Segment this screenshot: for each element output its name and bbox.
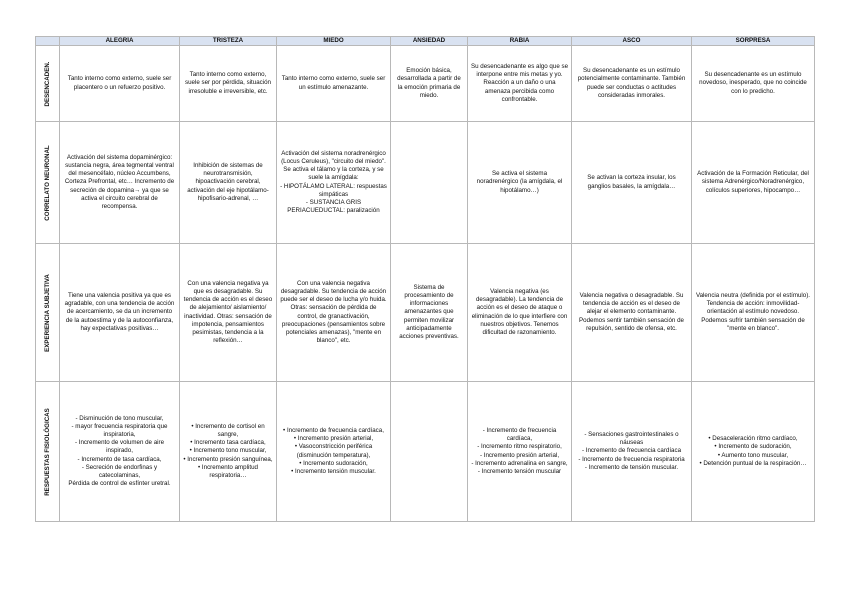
row-header-experiencia-subjetiva [36,244,60,382]
list-item: - Secreción de endorfinas y catecolaminas, [63,464,176,480]
cell-correlato-asco: Se activan la corteza insular, los ganglios basales, la amígdala… [572,122,692,244]
table-row-respuestas-fisiologicas [36,382,815,522]
cell-fisiologicas-tristeza [180,382,277,522]
fisiologicas-alegria-list [63,415,176,489]
cell-experiencia-alegria: Tiene una valencia positiva ya que es agradable, con una tendencia de acción de acercamiento, se da un incremento de la autoestima y de la autoconfianza, hay expectativas positivas… [60,244,180,382]
cell-correlato-ansiedad [391,122,468,244]
fisiologicas-sorpresa-list [695,435,811,468]
cell-experiencia-rabia: Valencia negativa (es desagradable). La tendencia de acción es el deseo de ataque o eliminación de lo que interfiere con nuestros objetivos. Tenemos dificultad de razonamiento. [468,244,572,382]
list-item: - Incremento ritmo respiratorio, [471,443,568,451]
cell-desencadenante-sorpresa: Su desencadenante es un estímulo novedoso, inesperado, que no coincide con lo predicho. [692,46,815,122]
list-item: • Detención puntual de la respiración… [695,460,811,468]
fisiologicas-miedo-list [280,427,387,476]
cell-experiencia-asco: Valencia negativa o desagradable. Su tendencia de acción es el deseo de alejar el elemento contaminante. Podemos sentir también sensación de repulsión, sentido de ofensa, etc. [572,244,692,382]
list-item: • Desaceleración ritmo cardíaco, [695,435,811,443]
cell-desencadenante-asco: Su desencadenante es un estímulo potencialmente contaminante. También puede ser conductas o actitudes consideradas inmorales. [572,46,692,122]
list-item: - Incremento presión arterial, [471,452,568,460]
row-header-respuestas-fisiologicas [36,382,60,522]
row-header-label: EXPERIENCIA SUBJETIVA [43,273,51,352]
list-item: - Incremento de frecuencia respiratoria [575,456,688,464]
column-header-sorpresa: SORPRESA [692,37,815,46]
cell-experiencia-sorpresa: Valencia neutra (definida por el estímulo). Tendencia de acción: inmovilidad-orientación al estímulo novedoso. Podemos sufrir también sensación de "mente en blanco". [692,244,815,382]
table-row-experiencia-subjetiva [36,244,815,382]
fisiologicas-rabia-list [471,427,568,476]
row-header-label: RESPUESTAS FISIOLÓGICAS [43,407,51,496]
column-header-tristeza: TRISTEZA [180,37,277,46]
correlato-miedo-list [280,183,387,216]
cell-experiencia-miedo: Con una valencia negativa desagradable. Su tendencia de acción puede ser el deseo de lucha y/o huida. Otras: sensación de pérdida de control, de granactivación, preocupaciones (pensamientos sobre potenciales amenazas), "mente en blanco", etc. [277,244,391,382]
row-header-label: CORRELATO NEURONAL [43,144,51,221]
list-item: • Aumento tono muscular, [695,452,811,460]
header-row [36,37,815,46]
cell-correlato-tristeza: Inhibición de sistemas de neurotransmisión, hipoactivación cerebral, activación del eje hipotálamo-hipofisario-adrenal, … [180,122,277,244]
cell-fisiologicas-ansiedad [391,382,468,522]
cell-correlato-miedo [277,122,391,244]
list-item: - Disminución de tono muscular, [63,415,176,423]
column-header-rabia: RABIA [468,37,572,46]
cell-correlato-sorpresa: Activación de la Formación Reticular, del sistema Adrenérgico/Noradrenérgico, colículos superiores, hipocampo… [692,122,815,244]
list-item: - mayor frecuencia respiratoria que inspiratoria, [63,423,176,439]
list-item: • Incremento presión sanguínea, [183,456,273,464]
list-item: - Incremento de tensión muscular. [575,464,688,472]
list-item: Pérdida de control de esfínter uretral. [68,480,171,488]
fisiologicas-tristeza-list [183,423,273,480]
cell-fisiologicas-rabia [468,382,572,522]
list-item: - Incremento adrenalina en sangre, [471,460,568,468]
list-item: - Incremento de frecuencia cardíaca [575,447,688,455]
list-item: • Incremento de frecuencia cardíaca, [280,427,387,435]
row-header-desencadenante [36,46,60,122]
list-item: • Incremento tensión muscular. [280,468,387,476]
cell-fisiologicas-miedo [277,382,391,522]
column-header-ansiedad: ANSIEDAD [391,37,468,46]
correlato-miedo-intro: Activación del sistema noradrenérgico (Locus Ceruleus), "circuito del miedo". Se activa el tálamo y la corteza, y se suele la amígdala: [281,149,386,182]
list-item: • Incremento amplitud respiratoria… [183,464,273,480]
list-item: • Incremento tasa cardíaca, [183,439,273,447]
list-item: - HIPOTÁLAMO LATERAL: respuestas simpáticas [280,183,387,199]
list-item: • Incremento tono muscular, [183,447,273,455]
cell-desencadenante-miedo: Tanto interno como externo, suele ser un estímulo amenazante. [277,46,391,122]
cell-experiencia-tristeza: Con una valencia negativa ya que es desagradable. Su tendencia de acción es el deseo de alejamiento/ aislamiento/ inactividad. Otras: sensación de impotencia, pensamientos pesimistas, tendencia a la reflexión… [180,244,277,382]
emotions-table [35,36,815,522]
cell-desencadenante-rabia: Su desencadenante es algo que se interpone entre mis metas y yo. Reacción a un daño o una amenaza percibida como confrontable. [468,46,572,122]
list-item: • Incremento de sudoración, [695,443,811,451]
table-row-correlato-neuronal [36,122,815,244]
list-item: • Incremento sudoración, [280,460,387,468]
cell-correlato-rabia: Se activa el sistema noradrenérgico (la amígdala, el hipotálamo…) [468,122,572,244]
column-header-miedo: MIEDO [277,37,391,46]
list-item: - Incremento tensión muscular [471,468,568,476]
cell-correlato-alegria: Activación del sistema dopaminérgico: sustancia negra, área tegmental ventral del mesencéfalo, núcleo Accumbens, Corteza Prefrontal, etc… Incremento de secreción de dopamina→ ya que se activa el circuito cerebral de recompensa. [60,122,180,244]
table-row-desencadenante [36,46,815,122]
list-item: - Incremento de frecuencia cardíaca, [471,427,568,443]
cell-desencadenante-alegria: Tanto interno como externo, suele ser placentero o un refuerzo positivo. [60,46,180,122]
cell-fisiologicas-sorpresa [692,382,815,522]
list-item: • Incremento de cortisol en sangre, [183,423,273,439]
list-item: - SUSTANCIA GRIS PERIACUEDUCTAL: paralización [280,199,387,215]
list-item: - Incremento de volumen de aire inspirado, [63,439,176,455]
fisiologicas-asco-list [575,431,688,472]
header-corner [36,37,60,46]
cell-fisiologicas-asco [572,382,692,522]
list-item: - Incremento de tasa cardíaca, [63,456,176,464]
list-item: • Vasoconstricción periférica (disminución temperatura), [280,443,387,459]
cell-desencadenante-ansiedad: Emoción básica, desarrollada a partir de la emoción primaria de miedo. [391,46,468,122]
column-header-asco: ASCO [572,37,692,46]
row-header-correlato-neuronal [36,122,60,244]
list-item: - Sensaciones gastrointestinales o náuseas [575,431,688,447]
cell-fisiologicas-alegria [60,382,180,522]
row-header-label: DESENCADEN. [43,60,51,107]
cell-experiencia-ansiedad: Sistema de procesamiento de informaciones amenazantes que permiten movilizar anticipadamente acciones preventivas. [391,244,468,382]
cell-desencadenante-tristeza: Tanto interno como externo, suele ser por pérdida, situación irresoluble e irreversible, etc. [180,46,277,122]
list-item: • Incremento presión arterial, [280,435,387,443]
column-header-alegria: ALEGRÍA [60,37,180,46]
